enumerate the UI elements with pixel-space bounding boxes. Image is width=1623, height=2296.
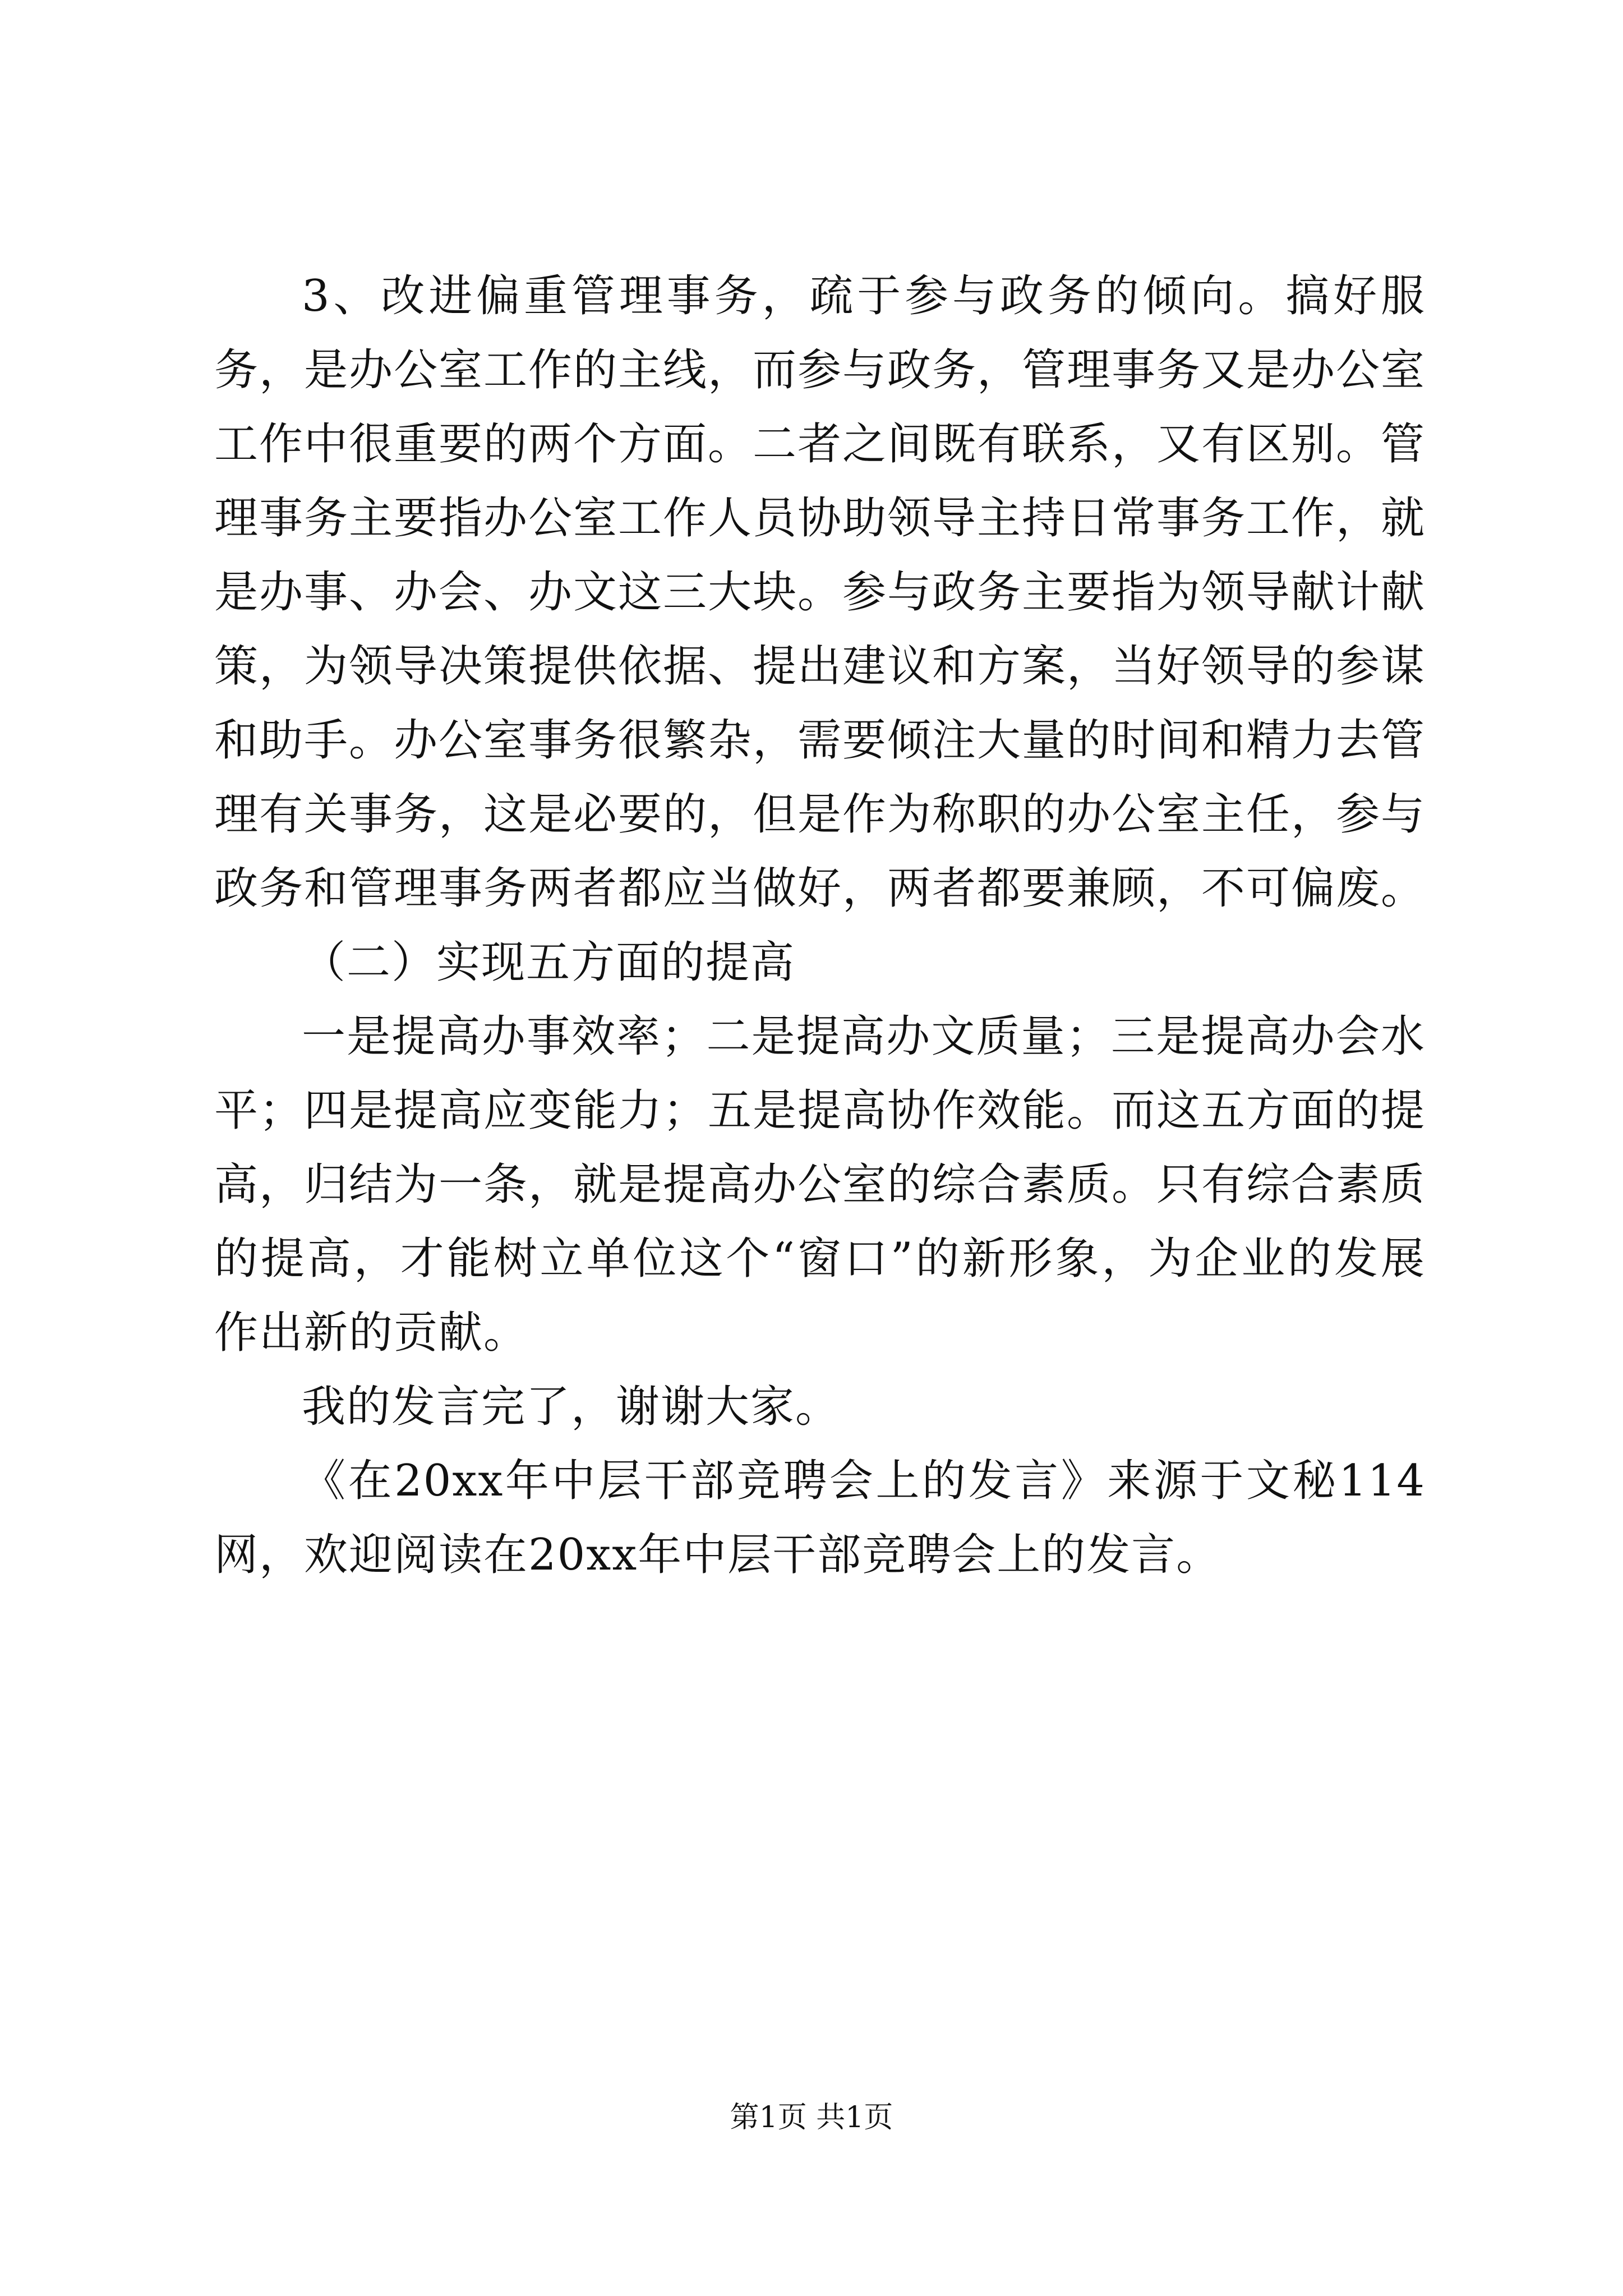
paragraph-source-note: 《在20xx年中层干部竞聘会上的发言》来源于文秘114网，欢迎阅读在20xx年中层干部竞聘会上的发言。 [214,1456,1426,1580]
document-body [214,259,1426,1592]
page-number-footer: 第1页 共1页 [730,2101,893,2134]
section-heading-five-improvements: （二）实现五方面的提高 [302,937,796,988]
paragraph-closing-remark: 我的发言完了，谢谢大家。 [302,1382,841,1432]
paragraph-five-improvements: 一是提高办事效率；二是提高办文质量；三是提高办会水平；四是提高应变能力；五是提高协作效能。而这五方面的提高，归结为一条，就是提高办公室的综合素质。只有综合素质的提高，才能树立单位这个“窗口”的新形象，为企业的发展作出新的贡献。 [214,1011,1426,1358]
paragraph-improve-affairs: 3、改进偏重管理事务，疏于参与政务的倾向。搞好服务，是办公室工作的主线，而参与政务，管理事务又是办公室工作中很重要的两个方面。二者之间既有联系，又有区别。管理事务主要指办公室工作人员协助领导主持日常事务工作，就是办事、办会、办文这三大块。参与政务主要指为领导献计献策，为领导决策提供依据、提出建议和方案，当好领导的参谋和助手。办公室事务很繁杂，需要倾注大量的时间和精力去管理有关事务，这是必要的，但是作为称职的办公室主任，参与政务和管理事务两者都应当做好，两者都要兼顾，不可偏废。 [214,271,1426,914]
